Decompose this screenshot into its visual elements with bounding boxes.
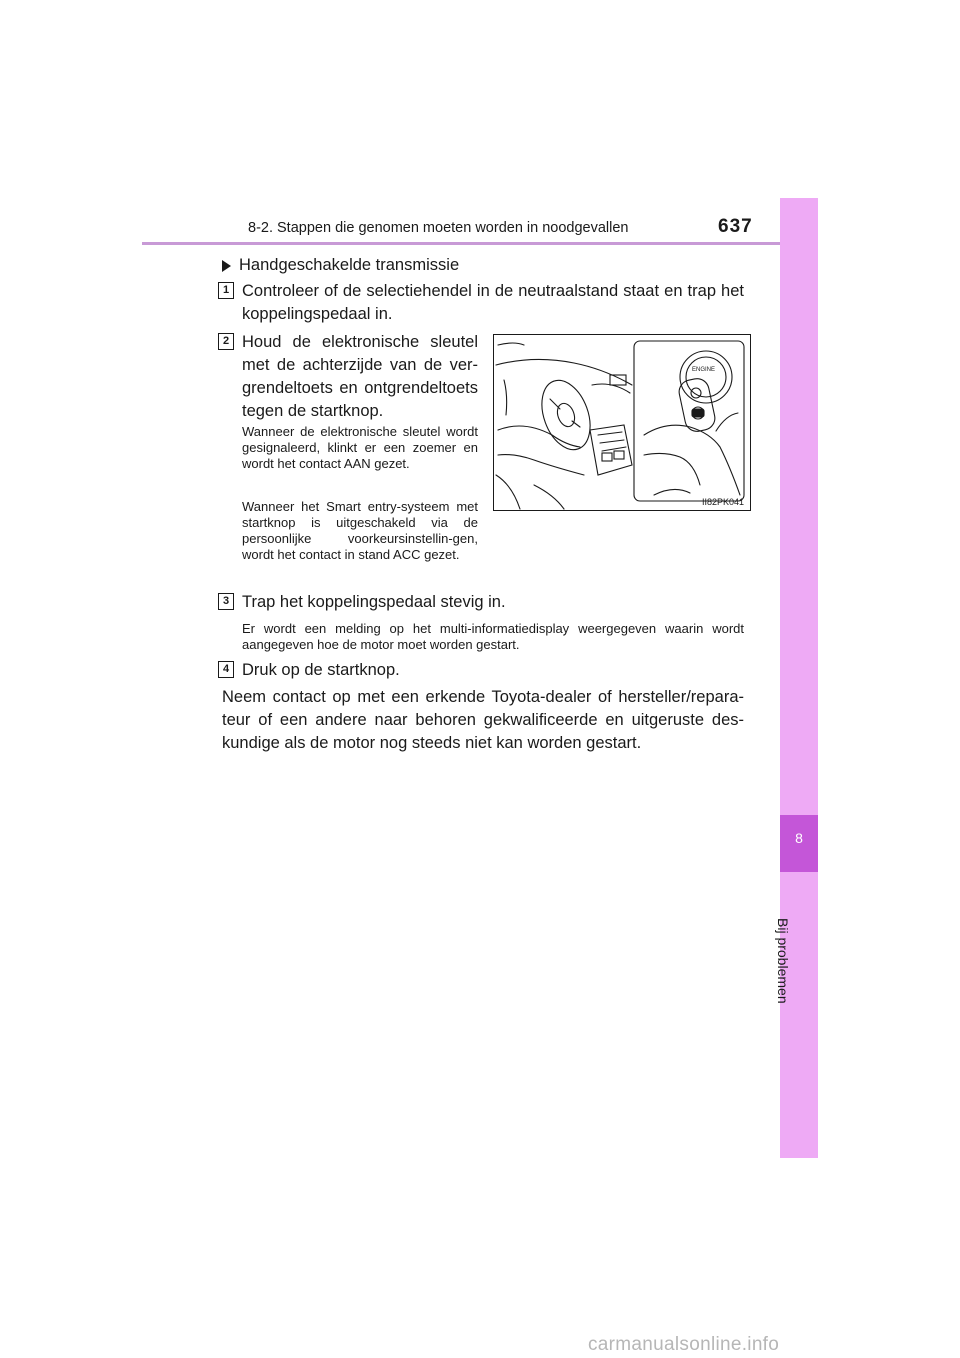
step-2-note-2: Wanneer het Smart entry-systeem met startknop is uitgeschakeld via de persoonlijke voorkeursinstellin-gen, wordt het contact in stand ACC gezet. (242, 499, 478, 562)
chapter-number: 8 (795, 830, 803, 846)
subheading (222, 256, 459, 275)
watermark: carmanualsonline.info (588, 1334, 780, 1355)
step-2-note-1: Wanneer de elektronische sleutel wordt gesignaleerd, klinkt er een zoemer en wordt het contact AAN gezet. (242, 424, 478, 471)
header-divider (142, 242, 818, 245)
step-number-3: 3 (218, 593, 234, 610)
section-title: 8-2. Stappen die genomen moeten worden in noodgevallen (248, 220, 629, 236)
chapter-tab (780, 198, 818, 1158)
step-number-2: 2 (218, 333, 234, 350)
illustration-key-on-start-button (493, 334, 751, 511)
illustration-code: II82PK041 (701, 497, 744, 507)
chapter-label: Bij problemen (775, 918, 791, 1004)
step-2-text: Houd de elektronische sleutel met de achterzijde van de ver-grendeltoets en ontgrendeltoets tegen de startknop. (242, 333, 478, 420)
step-3-text: Trap het koppelingspedaal stevig in. (242, 593, 506, 611)
step-4-text: Druk op de startknop. (242, 661, 400, 679)
closing-paragraph: Neem contact op met een erkende Toyota-dealer of hersteller/repara-teur of een andere naar behoren gekwalificeerde en uitgeruste des-kundige als de motor nog steeds niet kan worden gestart. (222, 688, 744, 752)
engine-button-label: ENGINE (692, 367, 716, 373)
page-number: 637 (718, 216, 753, 237)
illustration-drawing (494, 335, 750, 510)
step-number-1: 1 (218, 282, 234, 299)
triangle-bullet-icon (222, 260, 231, 272)
subheading-text: Handgeschakelde transmissie (239, 256, 460, 274)
step-1-text: Controleer of de selectiehendel in de neutraalstand staat en trap het koppelingspedaal in. (242, 282, 744, 323)
step-number-4: 4 (218, 661, 234, 678)
step-3-note: Er wordt een melding op het multi-informatiedisplay weergegeven waarin wordt aangegeven hoe de motor moet worden gestart. (242, 621, 744, 652)
